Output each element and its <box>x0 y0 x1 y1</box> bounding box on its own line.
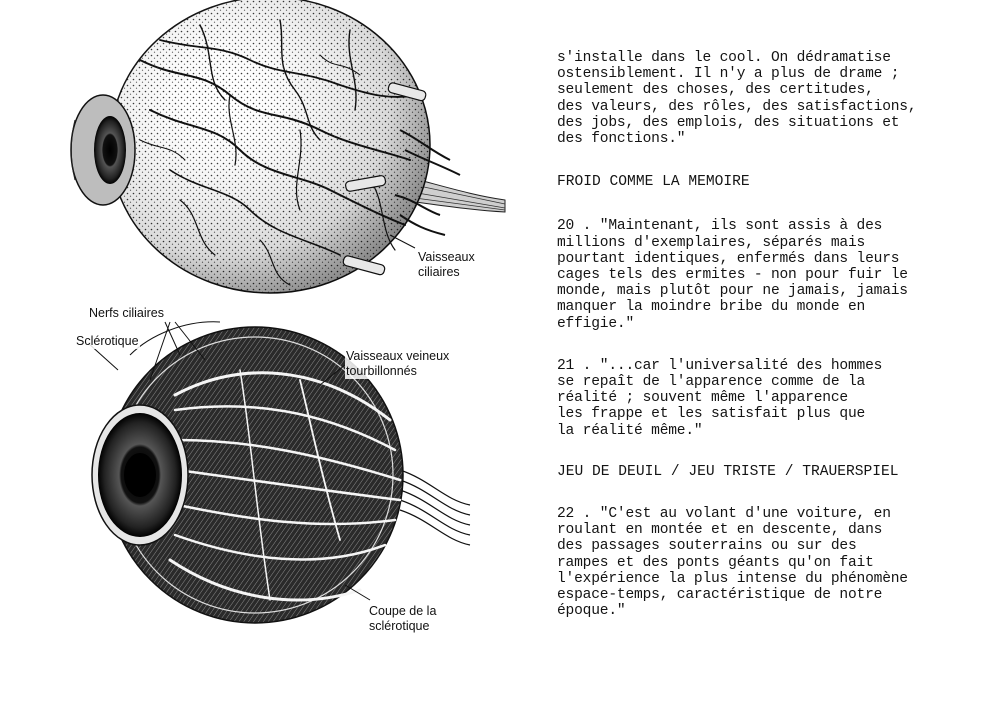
paragraph-continued: s'installe dans le cool. On dédramatise ostensiblement. Il n'y a plus de drame ; seulement des choses, des certitudes, des valeurs, des rôles, des satisfactions, des jobs, des emplois, des situations et des fonctions." <box>557 50 917 148</box>
label-sclerotique: Sclérotique <box>76 334 139 348</box>
heading-froid-comme-la-memoire: FROID COMME LA MEMOIRE <box>557 174 750 191</box>
heading-jeu-de-deuil: JEU DE DEUIL / JEU TRISTE / TRAUERSPIEL <box>557 463 899 480</box>
paragraph-21: 21 . "...car l'universalité des hommes se repaît de l'apparence comme de la réalité ; souvent même l'apparence les frappe et les satisfait plus que la réalité même." <box>557 357 883 439</box>
label-nerfs-ciliaires: Nerfs ciliaires <box>89 306 165 320</box>
label-coupe-sclerotique: Coupe de la sclérotique <box>369 604 437 633</box>
label-vaisseaux-ciliaires: Vaisseaux ciliaires <box>418 250 475 279</box>
paragraph-22: 22 . "C'est au volant d'une voiture, en roulant en montée et en descente, dans des passages souterrains ou sur des rampes et des ponts géants qu'on fait l'expérience la plus intense du phénomène espace-temps, caractéristique de notre époque." <box>557 506 908 620</box>
label-vaisseaux-veineux: Vaisseaux veineux tourbillonnés <box>346 349 450 378</box>
paragraph-20: 20 . "Maintenant, ils sont assis à des millions d'exemplaires, séparés mais pourtant identiques, enfermés dans leurs cages tels des ermites - non pour fuir le monde, mais plutôt pour ne jamais, jamais manquer la moindre bribe du monde en effigie." <box>557 218 908 332</box>
typewritten-text <box>557 50 987 619</box>
